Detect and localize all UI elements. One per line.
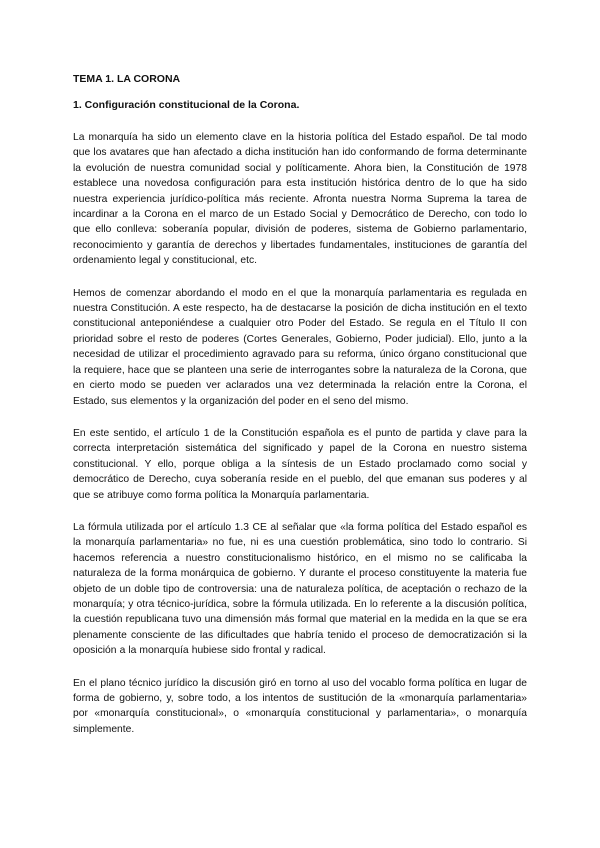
paragraph: En este sentido, el artículo 1 de la Constitución española es el punto de partida y clave para la correcta interpretación sistemática del significado y papel de la Corona en nuestro sistema constitucional. Y ello, porque obliga a la síntesis de un Estado proclamado como social y democrático de Derecho, cuya soberanía reside en el pueblo, del que emanan sus poderes y al que se atribuye como forma política la Monarquía parlamentaria. bbox=[73, 427, 527, 501]
document-body bbox=[73, 130, 527, 754]
section-heading: 1. Configuración constitucional de la Corona. bbox=[73, 99, 300, 111]
paragraph: La monarquía ha sido un elemento clave en la historia política del Estado español. De tal modo que los avatares que han afectado a dicha institución han ido conformando de forma determinante la evolución de nuestra comunidad social y políticamente. Ahora bien, la Constitución de 1978 establece una novedosa configuración para esta institución histórica dentro de lo que ha sido nuestra experiencia jurídico-política más reciente. Afronta nuestra Norma Suprema la tarea de incardinar a la Corona en el marco de un Estado Social y Democrático de Derecho, con todo lo que ello conlleva: soberanía popular, división de poderes, sistema de Gobierno parlamentario, reconocimiento y garantía de derechos y libertades fundamentales, instituciones de garantía del ordenamiento legal y constitucional, etc. bbox=[73, 132, 527, 267]
paragraph: La fórmula utilizada por el artículo 1.3 CE al señalar que «la forma política del Estado español es la monarquía parlamentaria» no fue, ni es una cuestión problemática, sino todo lo contrario. Si hacemos referencia a nuestro constitucionalismo histórico, en el mismo no se calificaba la naturaleza de la forma monárquica de gobierno. Y durante el proceso constituyente la materia fue objeto de un doble tipo de controversia: una de naturaleza política, de aceptación o rechazo de la monarquía; y otra técnico-jurídica, sobre la fórmula utilizada. En lo referente a la discusión política, la cuestión republicana tuvo una dimensión más formal que material en la medida en la que se era plenamente consciente de las dificultades que habría tenido el proceso de democratización si la oposición a la monarquía hubiese sido frontal y radical. bbox=[73, 521, 527, 657]
paragraph: En el plano técnico jurídico la discusión giró en torno al uso del vocablo forma política en lugar de forma de gobierno, y, sobre todo, a los intentos de sustitución de la «monarquía parlamentaria» por «monarquía constitucional», o «monarquía constitucional y parlamentaria», o monarquía simplemente. bbox=[73, 677, 527, 735]
paragraph: Hemos de comenzar abordando el modo en el que la monarquía parlamentaria es regulada en nuestra Constitución. A este respecto, ha de destacarse la posición de dicha institución en el texto constitucional anteponiéndese a cualquier otro Poder del Estado. Se regula en el Título II con prioridad sobre el resto de poderes (Cortes Generales, Gobierno, Poder judicial). Ello, junto a la necesidad de utilizar el procedimiento agravado para su reforma, único órgano constitucional que la requiere, hace que se planteen una serie de interrogantes sobre la naturaleza de la Corona, que en cierto modo se pueden ver aclarados una vez determinada la relación entre la Corona, el Estado, sus elementos y la organización del poder en el seno del mismo. bbox=[73, 287, 527, 407]
document-title: TEMA 1. LA CORONA bbox=[73, 73, 181, 85]
